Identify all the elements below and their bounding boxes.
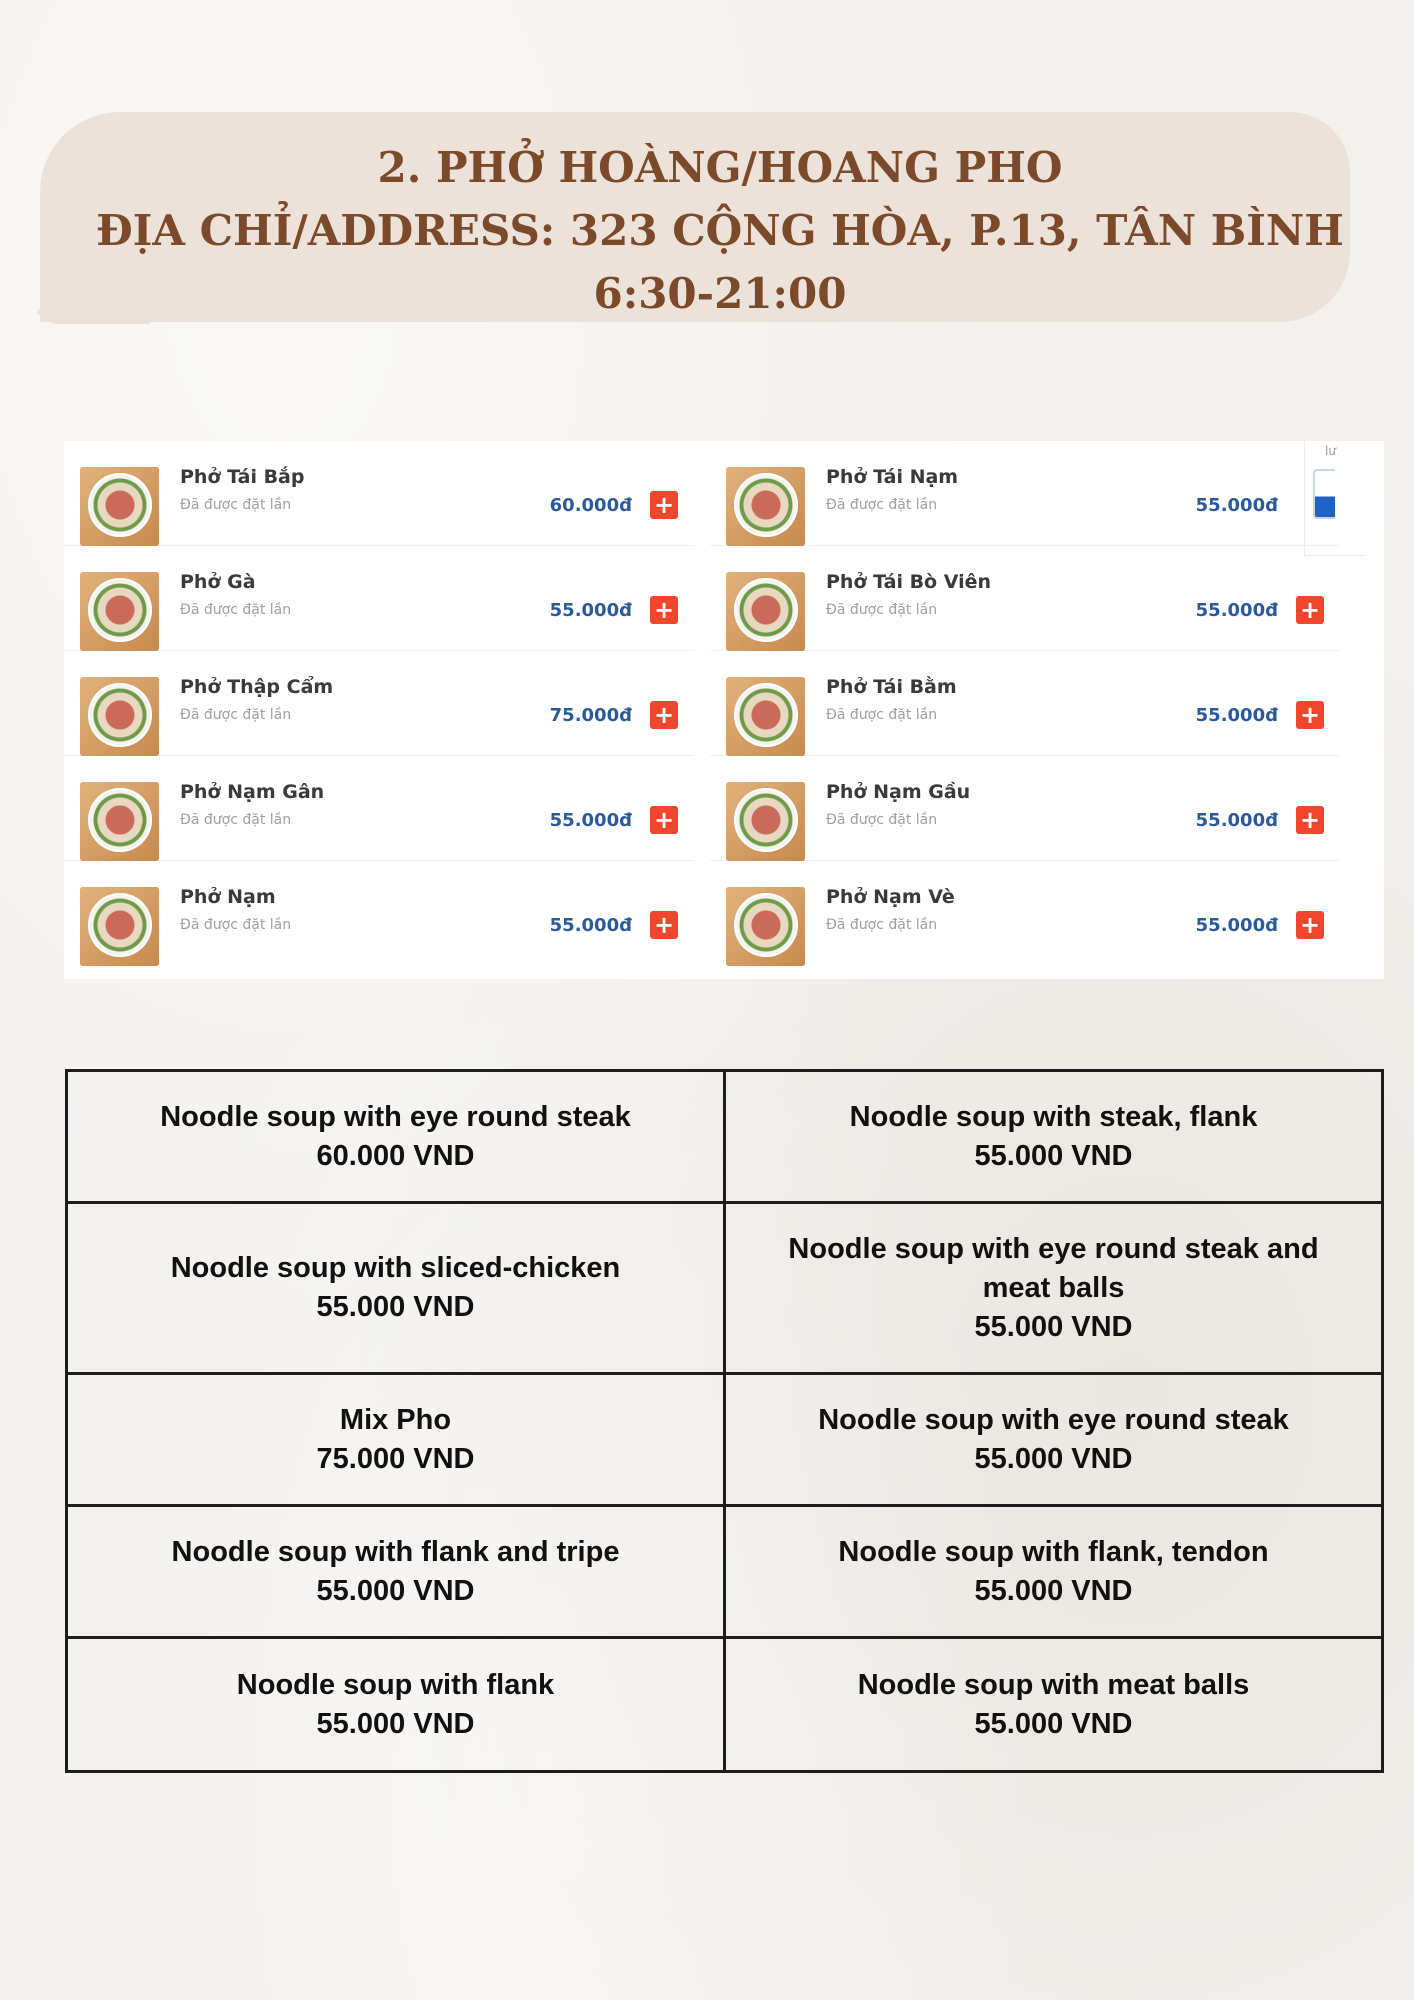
dish-photo: [726, 887, 805, 966]
dish-english-name: Noodle soup with steak, flank: [849, 1100, 1258, 1133]
dish-photo: [726, 782, 805, 861]
dish-english-name: Noodle soup with flank: [236, 1668, 555, 1701]
dish-price: 55.000đ: [1195, 810, 1278, 831]
dish-price: 75.000đ: [549, 705, 632, 726]
menu-item[interactable]: [64, 546, 694, 651]
menu-item[interactable]: [64, 756, 694, 861]
dish-english-name: Noodle soup with meat balls: [857, 1668, 1250, 1701]
table-row: [67, 1071, 1383, 1203]
dish-order-count: Đã được đặt lần: [826, 917, 938, 933]
menu-item[interactable]: [64, 441, 694, 546]
dish-name: Phở Tái Bò Viên: [826, 571, 992, 593]
dish-english-name: Noodle soup with eye round steak and: [788, 1232, 1319, 1265]
dish-name: Phở Tái Bắp: [180, 466, 305, 488]
dish-photo: [80, 677, 159, 756]
dish-english-name: Mix Pho: [339, 1403, 452, 1436]
dish-order-count: Đã được đặt lần: [180, 812, 292, 828]
dish-price: 55.000đ: [1195, 600, 1278, 621]
table-cell: [67, 1638, 725, 1772]
add-to-cart-button[interactable]: +: [650, 701, 678, 729]
dish-price: 55.000đ: [549, 810, 632, 831]
restaurant-address: ĐỊA CHỈ/ADDRESS: 323 CỘNG HÒA, P.13, TÂN BÌNH: [96, 206, 1344, 255]
dish-order-count: Đã được đặt lần: [180, 707, 292, 723]
menu-column-right: [710, 441, 1340, 966]
table-cell: [725, 1071, 1383, 1203]
dish-photo: [726, 467, 805, 546]
dish-photo: [80, 782, 159, 861]
dish-price: 60.000đ: [549, 495, 632, 516]
add-to-cart-button[interactable]: +: [650, 491, 678, 519]
side-widget-tab[interactable]: [1313, 469, 1335, 519]
dish-photo: [80, 467, 159, 546]
menu-item[interactable]: [64, 861, 694, 966]
add-to-cart-button[interactable]: +: [650, 806, 678, 834]
dish-english-price: 75.000 VND: [316, 1442, 475, 1475]
table-row: [67, 1506, 1383, 1638]
dish-english-price: 55.000 VND: [316, 1574, 475, 1607]
menu-screenshot: [64, 441, 1384, 979]
translation-table: [65, 1069, 1384, 1773]
add-to-cart-button[interactable]: +: [1296, 596, 1324, 624]
dish-english-price: 55.000 VND: [974, 1707, 1133, 1740]
dish-price: 55.000đ: [1195, 705, 1278, 726]
cart-side-widget[interactable]: [1304, 441, 1364, 556]
table-cell: [67, 1203, 725, 1374]
menu-item[interactable]: [710, 861, 1340, 966]
dish-english-price: 55.000 VND: [316, 1291, 475, 1323]
dish-english-name-cont: meat balls: [982, 1271, 1125, 1304]
dish-order-count: Đã được đặt lần: [826, 707, 938, 723]
dish-order-count: Đã được đặt lần: [180, 497, 292, 513]
dish-photo: [726, 677, 805, 756]
dish-english-name: Noodle soup with flank and tripe: [171, 1535, 620, 1568]
table-cell: [67, 1071, 725, 1203]
dish-price: 55.000đ: [549, 600, 632, 621]
add-to-cart-button[interactable]: +: [1296, 701, 1324, 729]
dish-name: Phở Nạm Vè: [826, 886, 955, 908]
dish-english-name: Noodle soup with flank, tendon: [838, 1535, 1269, 1568]
add-to-cart-button[interactable]: +: [650, 596, 678, 624]
dish-name: Phở Nạm Gầu: [826, 781, 971, 803]
dish-english-price: 55.000 VND: [974, 1310, 1133, 1343]
add-to-cart-button[interactable]: +: [1296, 806, 1324, 834]
menu-item[interactable]: [64, 651, 694, 756]
menu-item[interactable]: [710, 756, 1340, 861]
dish-order-count: Đã được đặt lần: [826, 602, 938, 618]
dish-order-count: Đã được đặt lần: [180, 602, 292, 618]
table-cell: [67, 1506, 725, 1638]
restaurant-title: 2. PHỞ HOÀNG/HOANG PHO: [377, 143, 1063, 192]
dish-name: Phở Tái Nạm: [826, 466, 959, 488]
table-row: [67, 1374, 1383, 1506]
table-cell: [67, 1374, 725, 1506]
dish-english-price: 55.000 VND: [316, 1707, 475, 1740]
dish-name: Phở Tái Bằm: [826, 676, 957, 698]
dish-english-name: Noodle soup with eye round steak: [160, 1100, 631, 1133]
dish-order-count: Đã được đặt lần: [826, 497, 938, 513]
table-cell: [725, 1203, 1383, 1374]
menu-item[interactable]: [710, 651, 1340, 756]
dish-english-price: 55.000 VND: [974, 1139, 1133, 1172]
table-row: [67, 1638, 1383, 1772]
dish-price: 55.000đ: [1195, 915, 1278, 936]
dish-english-name: Noodle soup with eye round steak: [818, 1403, 1289, 1436]
dish-photo: [726, 572, 805, 651]
dish-order-count: Đã được đặt lần: [826, 812, 938, 828]
dish-name: Phở Thập Cẩm: [180, 676, 334, 698]
table-row: [67, 1203, 1383, 1374]
dish-english-price: 55.000 VND: [974, 1442, 1133, 1475]
dish-price: 55.000đ: [549, 915, 632, 936]
add-to-cart-button[interactable]: +: [1296, 911, 1324, 939]
dish-order-count: Đã được đặt lần: [180, 917, 292, 933]
dish-name: Phở Nạm Gân: [180, 781, 325, 803]
dish-photo: [80, 572, 159, 651]
table-cell: [725, 1374, 1383, 1506]
dish-english-price: 55.000 VND: [974, 1574, 1133, 1607]
dish-name: Phở Nạm: [180, 886, 276, 908]
dish-english-name: Noodle soup with sliced-chicken: [170, 1252, 621, 1284]
menu-item[interactable]: [710, 546, 1340, 651]
dish-english-price: 60.000 VND: [316, 1139, 475, 1172]
restaurant-header: [40, 136, 1400, 325]
side-widget-label: lư: [1325, 444, 1336, 458]
opening-hours: 6:30-21:00: [593, 269, 847, 318]
dish-photo: [80, 887, 159, 966]
dish-name: Phở Gà: [180, 571, 256, 593]
table-cell: [725, 1506, 1383, 1638]
menu-item[interactable]: [710, 441, 1340, 546]
menu-column-left: [64, 441, 694, 966]
add-to-cart-button[interactable]: +: [650, 911, 678, 939]
table-cell: [725, 1638, 1383, 1772]
dish-price: 55.000đ: [1195, 495, 1278, 516]
